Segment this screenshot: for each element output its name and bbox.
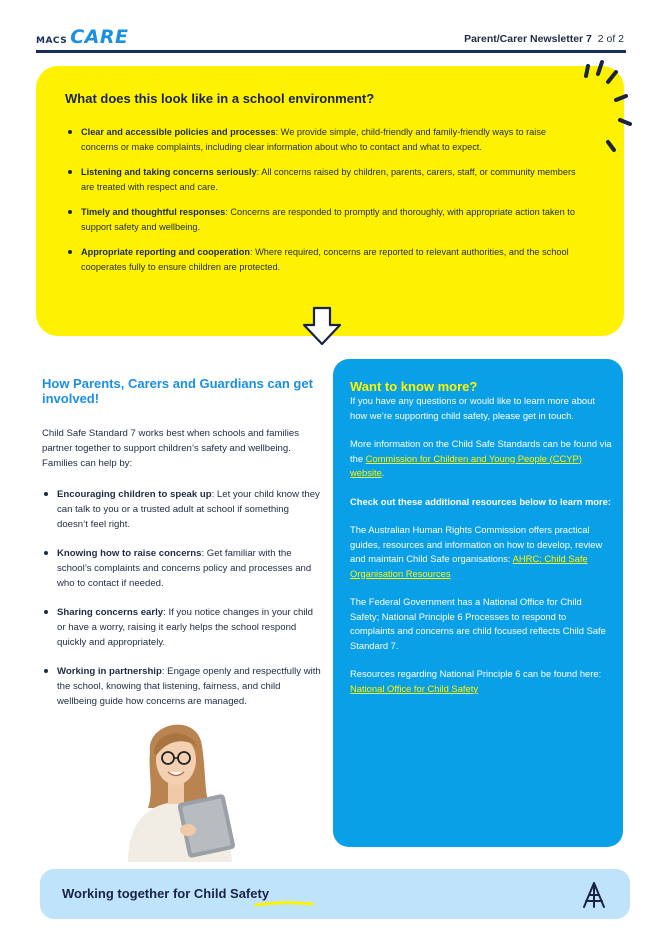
- newsletter-title: Parent/Carer Newsletter 7: [464, 33, 592, 45]
- list-item: [65, 165, 585, 194]
- list-item: [42, 546, 322, 591]
- page-header: [36, 26, 626, 50]
- want-to-know-more-panel: [333, 359, 623, 847]
- ccyp-paragraph: [350, 437, 612, 481]
- item-bold: Encouraging children to speak up: [57, 489, 212, 500]
- parent-photo-illustration: [118, 712, 242, 862]
- header-divider: [36, 50, 626, 53]
- resources-heading: Check out these additional resources below to learn more:: [350, 495, 611, 507]
- page-number: 2 of 2: [597, 33, 624, 45]
- item-text: : Get familiar with the school’s complaints and concerns policy and processes and who to contact if needed.: [57, 548, 312, 589]
- newsletter-label: [464, 33, 624, 45]
- principle-six-paragraph: [350, 667, 612, 696]
- get-involved-list: [42, 487, 322, 709]
- list-item: [42, 487, 322, 532]
- item-bold: Listening and taking concerns seriously: [81, 167, 257, 177]
- macs-emblem-icon: [580, 881, 608, 909]
- item-bold: Clear and accessible policies and processes: [81, 127, 276, 137]
- item-bold: Working in partnership: [57, 666, 162, 677]
- item-text: : If you notice changes in your child or have a worry, raising it early helps the school respond quickly and appropriately.: [57, 607, 313, 648]
- logo-macs-text: MACS: [36, 36, 68, 46]
- national-office-paragraph: The Federal Government has a National Office for Child Safety; National Principle 6 Processes to respond to complaints and concerns are child focused reflects Child Safe Standard 7.: [350, 596, 606, 651]
- item-bold: Sharing concerns early: [57, 607, 164, 618]
- item-text: : All concerns raised by children, parents, carers, staff, or community members are treated with respect and care.: [81, 167, 576, 192]
- list-item: [42, 605, 322, 650]
- ccyp-text: More information on the Child Safe Standards can be found via the: [350, 438, 612, 464]
- list-item: [42, 664, 322, 709]
- item-text: : Let your child know they can talk to you or a trusted adult at school if something doesn’t feel right.: [57, 489, 320, 530]
- list-item: [65, 125, 585, 154]
- item-bold: Timely and thoughtful responses: [81, 207, 226, 217]
- macs-care-logo: [36, 26, 128, 48]
- ccyp-text-end: .: [381, 467, 385, 478]
- get-involved-intro: Child Safe Standard 7 works best when schools and families partner together to support children’s safety and wellbeing. Families can help by:: [42, 428, 300, 469]
- item-bold: Knowing how to raise concerns: [57, 548, 202, 559]
- school-environment-panel: [36, 66, 624, 336]
- footer-banner: [40, 869, 630, 919]
- item-text: : Engage openly and respectfully with the school, knowing that listening, fairness, and child wellbeing guide how concerns are managed.: [57, 666, 321, 707]
- know-more-title: Want to know more?: [350, 379, 478, 394]
- item-text: : Where required, concerns are reported to relevant authorities, and the school cooperates fully to ensure children are protected.: [81, 247, 569, 272]
- ahrc-paragraph: [350, 523, 612, 581]
- principle-six-text: Resources regarding National Principle 6 can be found here:: [350, 668, 602, 679]
- ccyp-website-link[interactable]: Commission for Children and Young People (CCYP) website: [350, 452, 582, 478]
- logo-care-text: CARE: [70, 26, 129, 48]
- underline-swoosh-icon: [254, 901, 314, 907]
- item-text: : We provide simple, child-friendly and family-friendly ways to raise concerns or make complaints, including clear information about who to contact and what to expect.: [81, 127, 547, 152]
- get-involved-section: [42, 376, 322, 723]
- ahrc-text: The Australian Human Rights Commission offers practical guides, resources and information on how to develop, review and maintain Child Safe organisations:: [350, 524, 603, 564]
- know-more-intro: If you have any questions or would like to learn more about how we’re supporting child safety, please get in touch.: [350, 395, 595, 421]
- get-involved-title: How Parents, Carers and Guardians can get involved!: [42, 376, 313, 406]
- arrow-down-icon: [300, 305, 344, 347]
- ahrc-resources-link[interactable]: AHRC: Child Safe Organisation Resources: [350, 553, 588, 579]
- item-text: : Concerns are responded to promptly and thoroughly, with appropriate action taken to support safety and wellbeing.: [81, 207, 575, 232]
- school-environment-list: [65, 125, 585, 285]
- footer-tagline: Working together for Child Safety: [62, 886, 270, 901]
- sparkle-decoration-icon: [580, 52, 650, 162]
- list-item: [65, 205, 585, 234]
- national-office-link[interactable]: National Office for Child Safety: [350, 682, 479, 694]
- item-bold: Appropriate reporting and cooperation: [81, 247, 250, 257]
- list-item: [65, 245, 585, 274]
- school-environment-title: What does this look like in a school environment?: [65, 91, 375, 106]
